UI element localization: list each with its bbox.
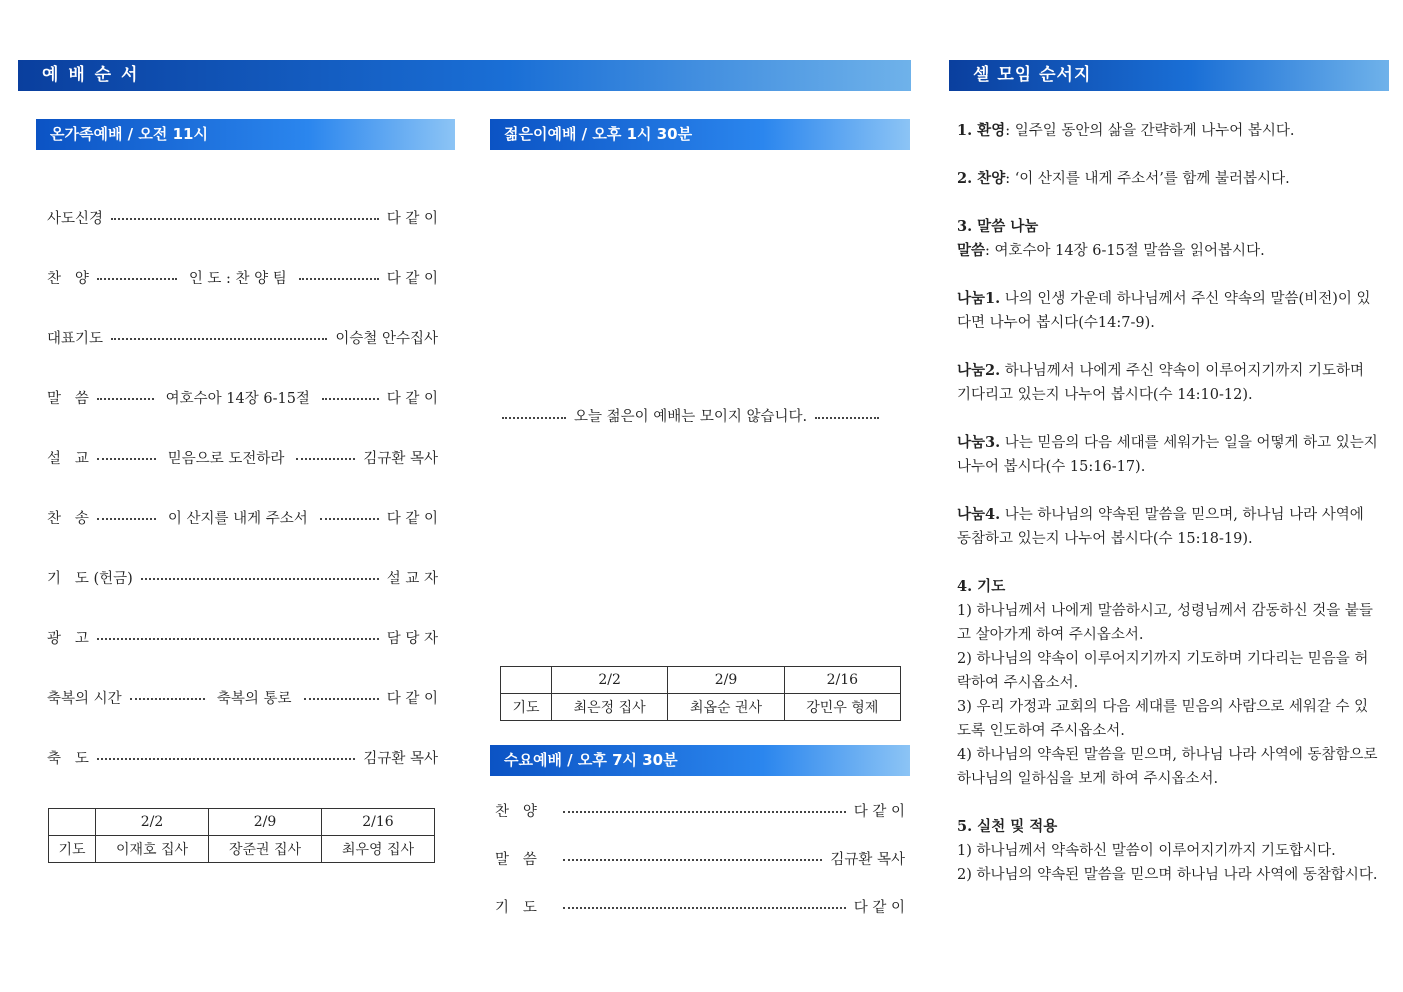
order-item-label: 찬 양	[495, 803, 537, 820]
leader-dots	[97, 458, 156, 460]
order-item-label: 축 도	[47, 750, 89, 767]
order-item-label: 찬 양	[47, 270, 89, 287]
roster-name-row	[49, 836, 435, 863]
roster-date: 2/2	[96, 809, 209, 836]
order-item-detail: 여호수아 14장 6-15절	[165, 390, 310, 407]
cell-meeting-guide	[957, 119, 1381, 887]
cell-meeting-header: 셀 모임 순서지	[949, 60, 1389, 91]
order-item	[47, 206, 438, 228]
order-item-leader: 이승철 안수집사	[335, 330, 438, 347]
order-item-leader: 다 같 이	[853, 803, 905, 820]
order-item-label: 대표기도	[47, 330, 104, 347]
order-item-label: 기 도 (헌금)	[47, 570, 133, 587]
order-item-label: 말 씀	[47, 390, 89, 407]
order-item-leader: 담 당 자	[386, 630, 438, 647]
welcome-line: 1. 환영: 일주일 동안의 삶을 간략하게 나누어 봅시다.	[957, 122, 1295, 139]
praise-line: 2. 찬양: ‘이 산지를 내게 주소서’를 함께 불러봅시다.	[957, 170, 1290, 187]
youth-service-title: 젊은이예배 / 오후 1시 30분	[490, 119, 910, 150]
order-item-detail: 믿음으로 도전하라	[167, 450, 285, 467]
leader-dots	[296, 458, 355, 460]
order-item-label: 기 도	[495, 899, 537, 916]
roster-name: 장준권 집사	[209, 836, 322, 863]
leader-dots	[563, 859, 822, 861]
order-item-leader: 다 같 이	[386, 390, 439, 407]
word-line: 말씀: 여호수아 14장 6-15절 말씀을 읽어봅시다.	[957, 242, 1265, 259]
practice-item: 1) 하나님께서 약속하신 말씀이 이루어지기까지 기도합시다.	[957, 843, 1336, 859]
roster-name: 최옵순 권사	[668, 694, 784, 721]
order-item-leader: 김규환 목사	[830, 851, 905, 868]
roster-corner	[501, 667, 552, 694]
roster-name: 이재호 집사	[96, 836, 209, 863]
roster-date: 2/16	[322, 809, 435, 836]
share-question: 나눔1. 나의 인생 가운데 하나님께서 주신 약속의 말씀(비전)이 있다면 나누어 봅시다(수14:7-9).	[957, 290, 1371, 331]
order-item	[47, 566, 438, 588]
prayer-item: 3) 우리 가정과 교회의 다음 세대를 믿음의 사람으로 세워갈 수 있도록 인도하여 주시옵소서.	[957, 699, 1369, 739]
leader-dots	[97, 398, 154, 400]
order-item-leader: 김규환 목사	[363, 450, 439, 467]
practice-heading: 5. 실천 및 적용	[957, 818, 1058, 835]
leader-dots	[111, 218, 379, 220]
prayer-list	[957, 599, 1381, 791]
family-prayer-roster	[48, 808, 435, 863]
leader-dots	[97, 518, 156, 520]
order-item-detail: 이 산지를 내게 주소서	[167, 510, 308, 527]
roster-date-row	[501, 667, 901, 694]
order-item	[495, 799, 905, 821]
share-questions	[957, 287, 1381, 551]
order-item-leader: 설 교 자	[386, 570, 438, 587]
leader-dots	[299, 278, 379, 280]
order-item-leader: 다 같 이	[386, 690, 438, 707]
roster-row-label: 기도	[49, 836, 96, 863]
share-question: 나눔2. 하나님께서 나에게 주신 약속이 이루어지기까지 기도하며 기다리고 있는지 나누어 봅시다(수 14:10-12).	[957, 362, 1364, 403]
order-item	[47, 746, 438, 768]
share-question: 나눔3. 나는 믿음의 다음 세대를 세워가는 일을 어떻게 하고 있는지 나누어 봅시다(수 15:16-17).	[957, 434, 1378, 475]
wednesday-service-title: 수요예배 / 오후 7시 30분	[490, 745, 910, 776]
share-heading: 3. 말씀 나눔	[957, 218, 1039, 235]
leader-dots	[815, 417, 879, 419]
roster-name: 강민우 형제	[784, 694, 900, 721]
order-item-leader: 다 같 이	[386, 510, 439, 527]
leader-dots	[563, 907, 846, 909]
roster-date: 2/2	[552, 667, 668, 694]
order-item-label: 축복의 시간	[47, 690, 122, 707]
order-item	[47, 686, 438, 708]
order-item-leader: 다 같 이	[853, 899, 905, 916]
roster-date: 2/9	[668, 667, 784, 694]
notice-text: 오늘 젊은이 예배는 모이지 않습니다.	[574, 409, 808, 425]
order-item-leader: 다 같 이	[386, 270, 438, 287]
prayer-item: 4) 하나님의 약속된 말씀을 믿으며, 하나님 나라 사역에 동참함으로 하나님의 일하심을 보게 하여 주시옵소서.	[957, 747, 1378, 787]
order-item-label: 찬 송	[47, 510, 89, 527]
order-item-label: 사도신경	[47, 210, 104, 227]
worship-order-header: 예 배 순 서	[18, 60, 911, 91]
youth-service-notice	[502, 405, 900, 426]
roster-name: 최은정 집사	[552, 694, 668, 721]
roster-row-label: 기도	[501, 694, 552, 721]
roster-name: 최우영 집사	[322, 836, 435, 863]
order-item	[47, 386, 438, 408]
prayer-item: 1) 하나님께서 나에게 말씀하시고, 성령님께서 감동하신 것을 붙들고 살아가게 하여 주시옵소서.	[957, 603, 1373, 643]
prayer-heading: 4. 기도	[957, 578, 1006, 595]
leader-dots	[322, 398, 379, 400]
order-item	[495, 847, 905, 869]
roster-name-row	[501, 694, 901, 721]
roster-date: 2/16	[784, 667, 900, 694]
order-item-detail: 축복의 통로	[216, 690, 292, 707]
order-item-label: 광 고	[47, 630, 89, 647]
leader-dots	[130, 698, 205, 700]
leader-dots	[97, 278, 177, 280]
roster-date-row	[49, 809, 435, 836]
leader-dots	[304, 698, 379, 700]
leader-dots	[97, 758, 356, 760]
share-question: 나눔4. 나는 하나님의 약속된 말씀을 믿으며, 하나님 나라 사역에 동참하고 있는지 나누어 봅시다(수 15:18-19).	[957, 506, 1364, 547]
order-item	[47, 626, 438, 648]
order-item	[47, 506, 438, 528]
leader-dots	[97, 638, 379, 640]
roster-date: 2/9	[209, 809, 322, 836]
order-item-label: 설 교	[47, 450, 89, 467]
leader-dots	[111, 338, 327, 340]
leader-dots	[320, 518, 379, 520]
youth-prayer-roster	[500, 666, 901, 721]
practice-item: 2) 하나님의 약속된 말씀을 믿으며 하나님 나라 사역에 동참합시다.	[957, 867, 1378, 883]
order-item-leader: 김규환 목사	[363, 750, 438, 767]
leader-dots	[563, 811, 846, 813]
practice-list	[957, 839, 1381, 887]
order-item-leader: 다 같 이	[386, 210, 438, 227]
order-item	[47, 326, 438, 348]
order-item	[47, 446, 438, 468]
order-item	[495, 895, 905, 917]
family-service-title: 온가족예배 / 오전 11시	[36, 119, 455, 150]
leader-dots	[141, 578, 379, 580]
leader-dots	[502, 417, 566, 419]
prayer-item: 2) 하나님의 약속이 이루어지기까지 기도하며 기다리는 믿음을 허락하여 주시옵소서.	[957, 651, 1369, 691]
roster-corner	[49, 809, 96, 836]
order-item-label: 말 씀	[495, 851, 537, 868]
order-item	[47, 266, 438, 288]
order-item-detail: 인 도 : 찬 양 팀	[188, 270, 287, 287]
